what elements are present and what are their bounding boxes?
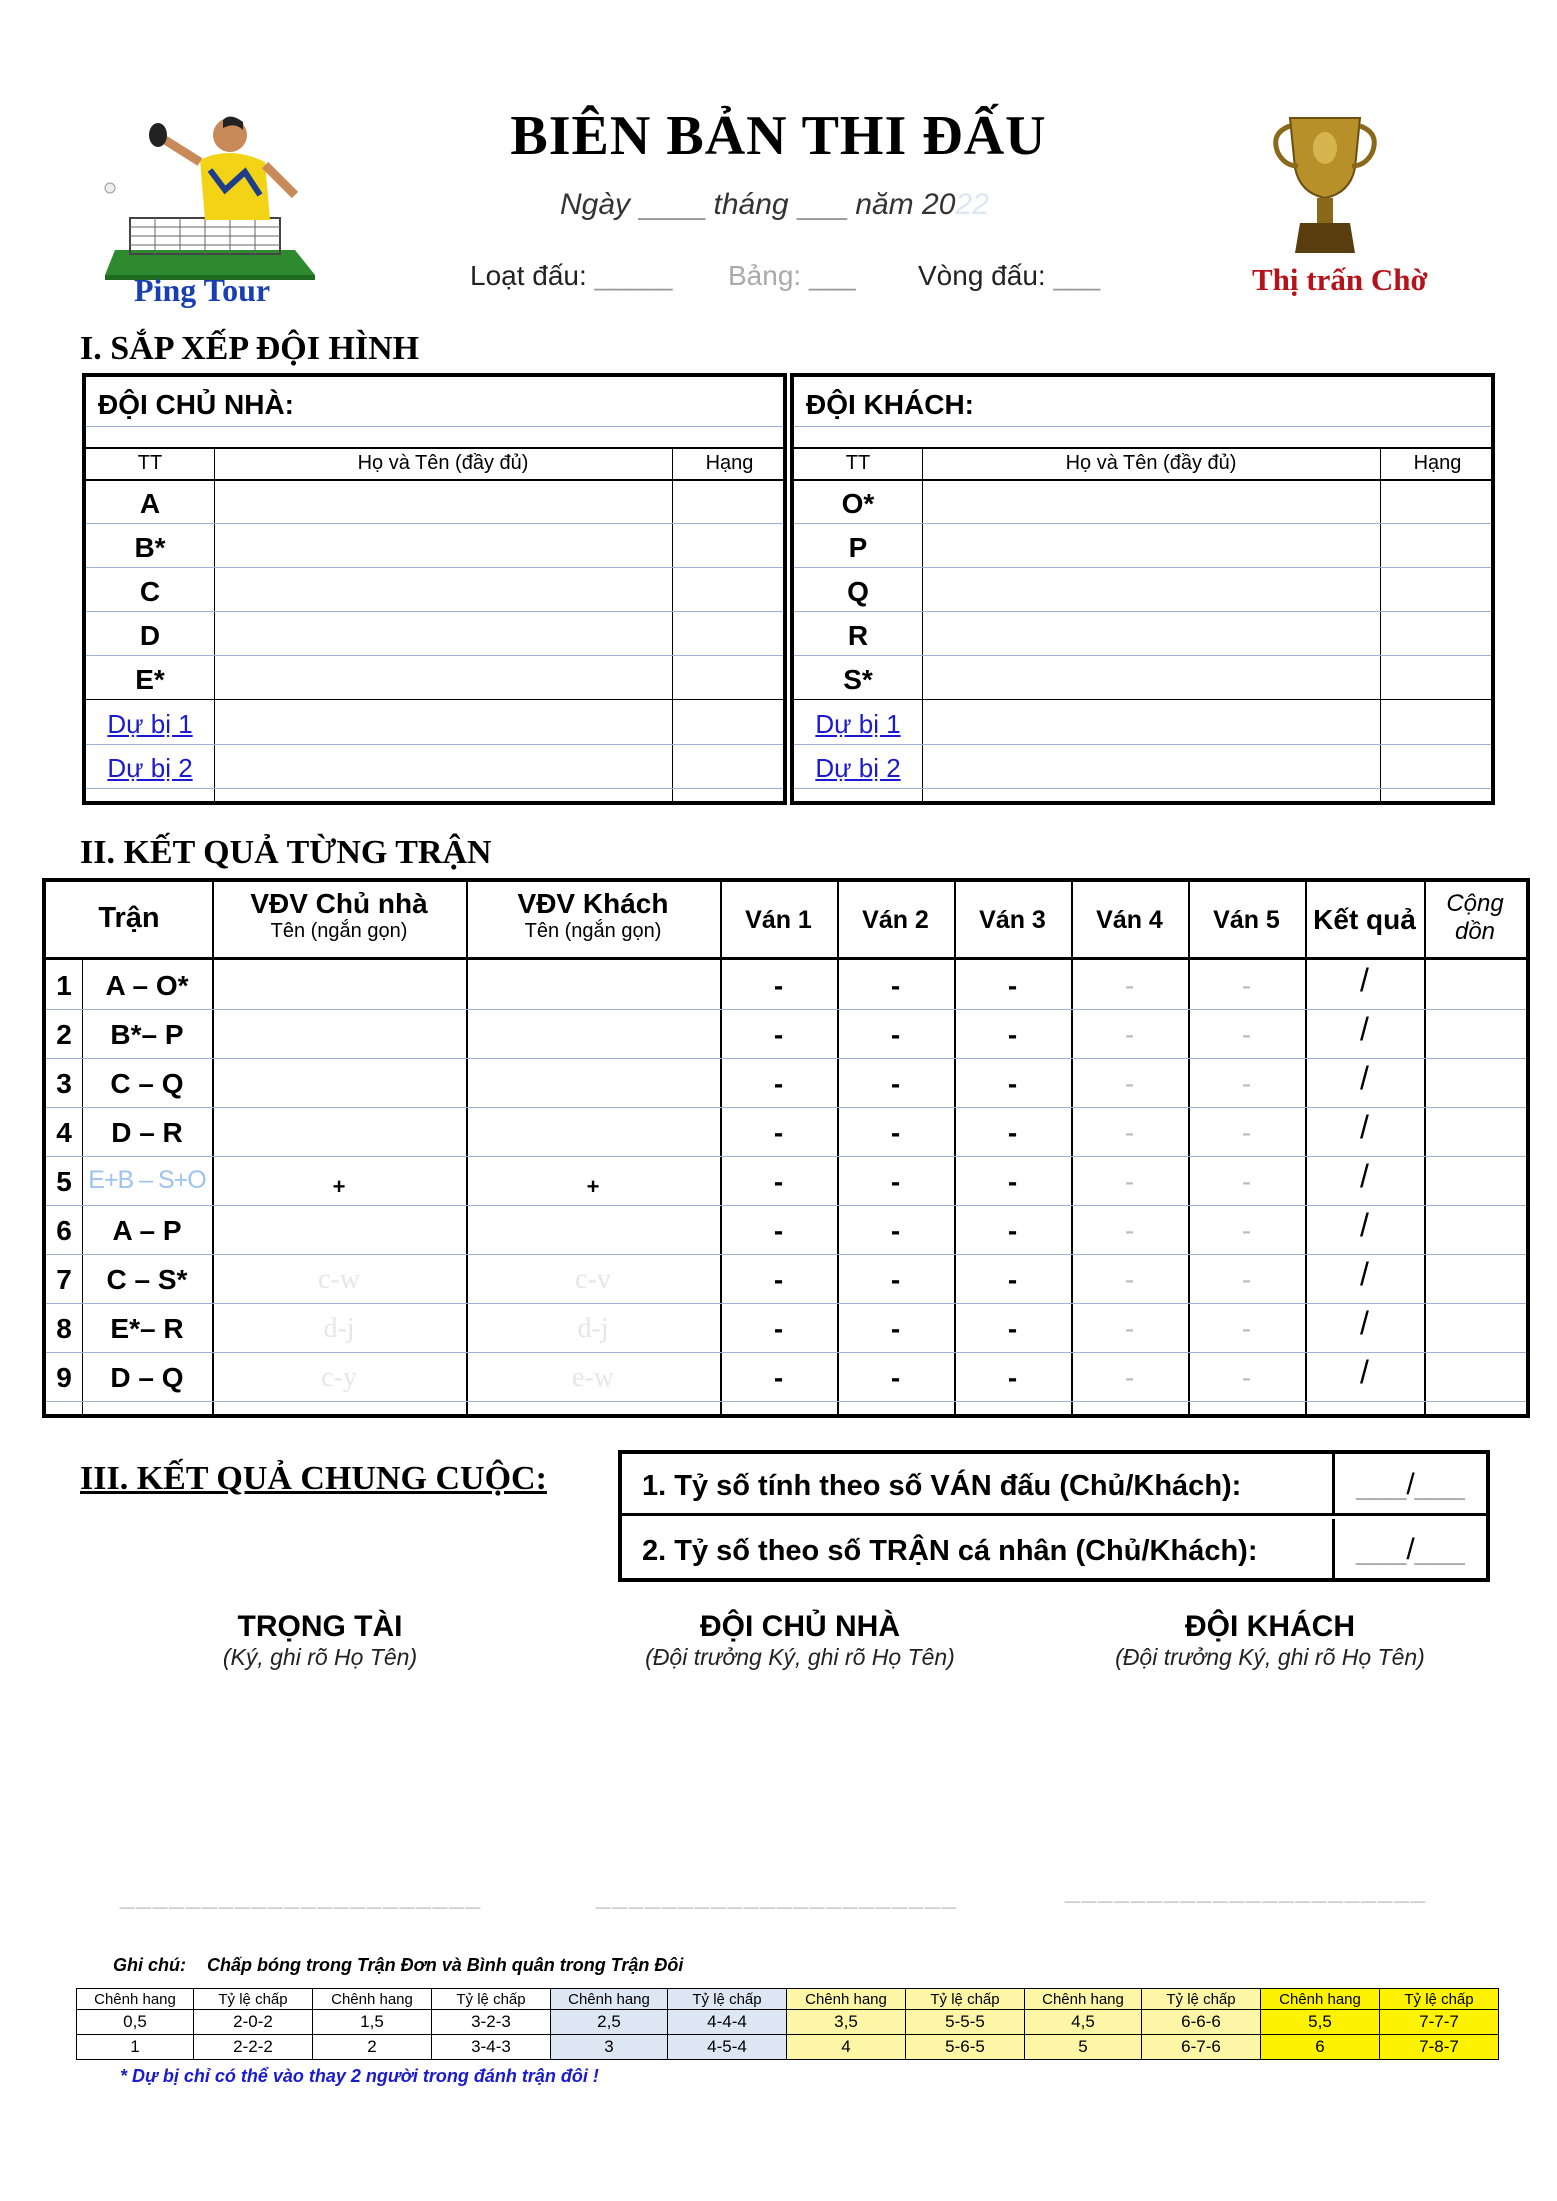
handicap-table xyxy=(76,1988,1499,2060)
handicap-cell: 1,5 xyxy=(313,2010,432,2035)
handicap-cell: 4-4-4 xyxy=(668,2010,787,2035)
match-pair: B*– P xyxy=(110,1019,184,1050)
set-score-cell[interactable]: - xyxy=(890,1215,901,1246)
loat-dau-blank[interactable]: _____ xyxy=(594,260,673,291)
away-row-q[interactable] xyxy=(794,567,1491,612)
date-day-label: Ngày xyxy=(560,188,631,221)
match-number: 3 xyxy=(56,1068,72,1099)
handicap-cell: 5-5-5 xyxy=(906,2010,1025,2035)
final-score-box xyxy=(618,1450,1490,1582)
away-lineup-table xyxy=(790,373,1495,805)
away-row-p[interactable] xyxy=(794,523,1491,568)
col-cumulative xyxy=(1424,882,1526,960)
signature-away-sub: (Đội trưởng Ký, ghi rõ Họ Tên) xyxy=(1115,1644,1425,1670)
vong-dau-field[interactable] xyxy=(918,260,1100,292)
handicap-cell: 3-2-3 xyxy=(432,2010,551,2035)
set-score-cell[interactable]: - xyxy=(1241,1068,1252,1099)
away-col-name: Họ và Tên (đầy đủ) xyxy=(1065,452,1237,474)
date-day-blank[interactable]: ____ xyxy=(638,188,706,221)
col-away-sub: Tên (ngắn gọn) xyxy=(524,920,662,942)
set-score-cell[interactable]: - xyxy=(1007,1019,1018,1050)
set-score-cell[interactable]: - xyxy=(773,1117,784,1148)
set-score-cell[interactable]: - xyxy=(1241,1166,1252,1197)
section1-title: I. SẮP XẾP ĐỘI HÌNH xyxy=(80,330,420,367)
match-number: 9 xyxy=(56,1362,72,1393)
set-score-cell[interactable]: - xyxy=(890,1166,901,1197)
match-number: 1 xyxy=(56,970,72,1001)
handicap-header-row xyxy=(77,1989,1499,2010)
col-set4: Ván 4 xyxy=(1071,882,1188,960)
col-cumulative-line2: dồn xyxy=(1454,918,1496,945)
date-month-label: tháng xyxy=(713,188,789,221)
match-results-table xyxy=(42,878,1530,1418)
home-row-b[interactable] xyxy=(86,523,783,568)
result-cell[interactable]: / xyxy=(1360,1011,1369,1047)
set-score-cell[interactable]: - xyxy=(1241,1117,1252,1148)
handicap-header-cell: Tỷ lệ chấp xyxy=(194,1989,313,2010)
final-row-matches-label: 2. Tỷ số theo số TRẬN cá nhân (Chủ/Khách): xyxy=(642,1535,1258,1567)
match-row[interactable] xyxy=(46,1058,1526,1108)
bang-label: Bảng: xyxy=(728,260,802,291)
ping-tour-label: Ping Tour xyxy=(134,272,271,308)
signature-home xyxy=(600,1610,1000,1671)
set-score-cell[interactable]: - xyxy=(1241,1019,1252,1050)
away-team-label: ĐỘI KHÁCH: xyxy=(794,377,1491,427)
handicap-cell: 6 xyxy=(1261,2035,1380,2060)
handicap-header-cell: Chênh hang xyxy=(77,1989,194,2010)
match-pair: E*– R xyxy=(110,1313,184,1344)
set-score-cell[interactable]: - xyxy=(773,1264,784,1295)
set-score-cell[interactable]: - xyxy=(1241,1362,1252,1393)
signature-away-title: ĐỘI KHÁCH xyxy=(1185,1610,1355,1643)
handicap-row xyxy=(77,2035,1499,2060)
handicap-header-cell: Tỷ lệ chấp xyxy=(906,1989,1025,2010)
set-score-cell[interactable]: - xyxy=(773,1019,784,1050)
set-score-cell[interactable]: - xyxy=(1007,1313,1018,1344)
set-score-cell[interactable]: - xyxy=(1124,1166,1135,1197)
home-row-d[interactable] xyxy=(86,611,783,656)
home-code: E* xyxy=(135,664,165,695)
signature-referee-sub: (Ký, ghi rõ Họ Tên) xyxy=(222,1644,418,1670)
final-matches-score[interactable]: ___/___ xyxy=(1332,1519,1486,1581)
handicap-header-cell: Tỷ lệ chấp xyxy=(1380,1989,1499,2010)
date-line xyxy=(560,188,989,222)
set-score-cell[interactable]: - xyxy=(1124,1117,1135,1148)
handicap-header-cell: Chênh hang xyxy=(1025,1989,1142,2010)
col-set3: Ván 3 xyxy=(954,882,1071,960)
set-score-cell[interactable]: - xyxy=(890,1313,901,1344)
signature-line-away[interactable]: ______________________ xyxy=(1065,1874,1428,1904)
match-row[interactable] xyxy=(46,1205,1526,1255)
col-away-title: VĐV Khách xyxy=(517,888,669,919)
away-code: S* xyxy=(843,664,873,695)
note-footnote: * Dự bị chỉ có thể vào thay 2 người trong đánh trận đôi ! xyxy=(120,2066,599,2086)
loat-dau-label: Loạt đấu: xyxy=(470,260,587,291)
home-lineup-table xyxy=(82,373,787,805)
set-score-cell[interactable]: - xyxy=(773,1362,784,1393)
handicap-cell: 3-4-3 xyxy=(432,2035,551,2060)
handicap-cell: 4-5-4 xyxy=(668,2035,787,2060)
handicap-header-cell: Chênh hang xyxy=(787,1989,906,2010)
away-col-rank: Hạng xyxy=(1413,452,1462,474)
handicap-cell: 4,5 xyxy=(1025,2010,1142,2035)
home-col-tt: TT xyxy=(137,452,163,474)
away-player-cell[interactable]: e-w xyxy=(572,1362,614,1393)
handicap-cell: 3,5 xyxy=(787,2010,906,2035)
signature-home-sub: (Đội trưởng Ký, ghi rõ Họ Tên) xyxy=(645,1644,955,1670)
set-score-cell[interactable]: - xyxy=(890,1019,901,1050)
col-result: Kết quả xyxy=(1305,882,1424,960)
col-home-player xyxy=(212,882,466,960)
home-sub-label: Dự bị 1 xyxy=(107,709,193,739)
note-header xyxy=(113,1955,683,1976)
set-score-cell[interactable]: - xyxy=(1007,1215,1018,1246)
home-row-sub2[interactable] xyxy=(86,744,783,789)
result-cell[interactable]: / xyxy=(1360,962,1369,998)
away-row-r[interactable] xyxy=(794,611,1491,656)
col-set2: Ván 2 xyxy=(837,882,954,960)
set-score-cell[interactable]: - xyxy=(1241,1313,1252,1344)
set-score-cell[interactable]: - xyxy=(1124,1362,1135,1393)
handicap-cell: 2,5 xyxy=(551,2010,668,2035)
away-player-cell[interactable]: + xyxy=(586,1174,600,1199)
match-row[interactable] xyxy=(46,1303,1526,1353)
set-score-cell[interactable]: - xyxy=(890,1264,901,1295)
set-score-cell[interactable]: - xyxy=(773,1215,784,1246)
result-cell[interactable]: / xyxy=(1360,1158,1369,1194)
home-col-rank: Hạng xyxy=(705,452,754,474)
thi-tran-cho-label: Thị trấn Chờ xyxy=(1252,262,1428,297)
handicap-header-cell: Tỷ lệ chấp xyxy=(432,1989,551,2010)
result-cell[interactable]: / xyxy=(1360,1305,1369,1341)
away-code: O* xyxy=(841,488,875,519)
handicap-cell: 1 xyxy=(77,2035,194,2060)
set-score-cell[interactable]: - xyxy=(773,1313,784,1344)
match-row[interactable] xyxy=(46,1254,1526,1304)
set-score-cell[interactable]: - xyxy=(890,1068,901,1099)
page-title: BIÊN BẢN THI ĐẤU xyxy=(510,105,1047,167)
set-score-cell[interactable]: - xyxy=(773,1166,784,1197)
signature-referee-title: TRỌNG TÀI xyxy=(237,1610,403,1643)
away-code: R xyxy=(847,620,869,651)
set-score-cell[interactable]: - xyxy=(1007,1166,1018,1197)
away-row-sub2[interactable] xyxy=(794,744,1491,789)
set-score-cell[interactable]: - xyxy=(773,970,784,1001)
date-year-suffix[interactable]: 22 xyxy=(955,188,989,221)
home-row-e[interactable] xyxy=(86,655,783,700)
set-score-cell[interactable]: - xyxy=(1241,1215,1252,1246)
col-match: Trận xyxy=(46,882,212,960)
signature-away xyxy=(1070,1610,1470,1671)
set-score-cell[interactable]: - xyxy=(1007,1068,1018,1099)
handicap-row xyxy=(77,2010,1499,2035)
handicap-header-cell: Chênh hang xyxy=(1261,1989,1380,2010)
away-col-tt: TT xyxy=(845,452,871,474)
handicap-cell: 2-2-2 xyxy=(194,2035,313,2060)
set-score-cell[interactable]: - xyxy=(890,970,901,1001)
match-pair: D – R xyxy=(111,1117,183,1148)
match-row[interactable] xyxy=(46,1352,1526,1402)
match-row[interactable] xyxy=(46,1156,1526,1206)
set-score-cell[interactable]: - xyxy=(1007,970,1018,1001)
bang-field[interactable] xyxy=(728,260,856,292)
home-row-c[interactable] xyxy=(86,567,783,612)
handicap-cell: 7-7-7 xyxy=(1380,2010,1499,2035)
trophy-icon xyxy=(1270,108,1380,268)
col-set1: Ván 1 xyxy=(720,882,837,960)
away-code: Q xyxy=(847,576,869,607)
set-score-cell[interactable]: - xyxy=(1124,1019,1135,1050)
match-pair: D – Q xyxy=(110,1362,184,1393)
handicap-cell: 7-8-7 xyxy=(1380,2035,1499,2060)
final-sets-score[interactable]: ___/___ xyxy=(1332,1454,1486,1516)
away-sub-label: Dự bị 1 xyxy=(815,709,901,739)
date-year-label: năm 20 xyxy=(855,188,956,221)
away-row-o[interactable] xyxy=(794,479,1491,524)
handicap-cell: 2 xyxy=(313,2035,432,2060)
home-player-cell[interactable]: d-j xyxy=(323,1313,355,1344)
set-score-cell[interactable]: - xyxy=(890,1362,901,1393)
loat-dau-field[interactable] xyxy=(470,260,672,292)
handicap-header-cell: Chênh hang xyxy=(551,1989,668,2010)
match-number: 4 xyxy=(56,1117,72,1148)
match-number: 7 xyxy=(56,1264,72,1295)
set-score-cell[interactable]: - xyxy=(1007,1117,1018,1148)
bang-blank[interactable]: ___ xyxy=(808,260,856,291)
set-score-cell[interactable]: - xyxy=(1124,1313,1135,1344)
home-team-label: ĐỘI CHỦ NHÀ: xyxy=(86,377,783,427)
match-row[interactable] xyxy=(46,1009,1526,1059)
handicap-cell: 6-6-6 xyxy=(1142,2010,1261,2035)
away-column-header xyxy=(794,447,1491,481)
col-home-sub: Tên (ngắn gọn) xyxy=(270,920,408,942)
vong-dau-label: Vòng đấu: xyxy=(918,260,1046,291)
match-pair: E+B – S+O xyxy=(88,1166,206,1194)
home-code: B* xyxy=(134,532,166,563)
handicap-cell: 3 xyxy=(551,2035,668,2060)
handicap-header-cell: Tỷ lệ chấp xyxy=(668,1989,787,2010)
result-cell[interactable]: / xyxy=(1360,1256,1369,1292)
handicap-cell: 5-6-5 xyxy=(906,2035,1025,2060)
away-player-cell[interactable]: d-j xyxy=(577,1313,609,1344)
away-player-cell[interactable]: c-v xyxy=(575,1264,611,1295)
match-row[interactable] xyxy=(46,960,1526,1010)
vong-dau-blank[interactable]: ___ xyxy=(1053,260,1101,291)
date-month-blank[interactable]: ___ xyxy=(796,188,847,221)
away-code: P xyxy=(848,532,868,563)
handicap-header-cell: Tỷ lệ chấp xyxy=(1142,1989,1261,2010)
match-number: 2 xyxy=(56,1019,72,1050)
final-row-sets-label: 1. Tỷ số tính theo số VÁN đấu (Chủ/Khách): xyxy=(642,1470,1242,1502)
handicap-cell: 0,5 xyxy=(77,2010,194,2035)
home-row-a[interactable] xyxy=(86,479,783,524)
col-away-player xyxy=(466,882,720,960)
home-col-name: Họ và Tên (đầy đủ) xyxy=(357,452,529,474)
home-player-cell[interactable]: + xyxy=(332,1174,346,1199)
section2-title: II. KẾT QUẢ TỪNG TRẬN xyxy=(80,834,492,871)
match-number: 8 xyxy=(56,1313,72,1344)
home-code: A xyxy=(139,488,161,519)
signature-line-referee[interactable]: ______________________ xyxy=(120,1880,483,1910)
match-row[interactable] xyxy=(46,1107,1526,1157)
set-score-cell[interactable]: - xyxy=(1124,1264,1135,1295)
signature-home-title: ĐỘI CHỦ NHÀ xyxy=(700,1610,900,1643)
handicap-header-cell: Chênh hang xyxy=(313,1989,432,2010)
set-score-cell[interactable]: - xyxy=(1007,1264,1018,1295)
col-home-title: VĐV Chủ nhà xyxy=(250,888,428,919)
home-row-sub1[interactable] xyxy=(86,700,783,745)
match-pair: A – P xyxy=(112,1215,182,1246)
handicap-cell: 5,5 xyxy=(1261,2010,1380,2035)
home-player-cell[interactable]: c-w xyxy=(318,1264,360,1295)
set-score-cell[interactable]: - xyxy=(890,1117,901,1148)
result-cell[interactable]: / xyxy=(1360,1207,1369,1243)
home-sub-label: Dự bị 2 xyxy=(107,753,193,783)
set-score-cell[interactable]: - xyxy=(1241,970,1252,1001)
set-score-cell[interactable]: - xyxy=(1124,1215,1135,1246)
match-pair: A – O* xyxy=(105,970,189,1001)
away-sub-label: Dự bị 2 xyxy=(815,753,901,783)
handicap-cell: 4 xyxy=(787,2035,906,2060)
match-number: 5 xyxy=(56,1166,72,1197)
match-pair: C – Q xyxy=(110,1068,184,1099)
signature-referee xyxy=(170,1610,470,1671)
set-score-cell[interactable]: - xyxy=(1124,1068,1135,1099)
match-number: 6 xyxy=(56,1215,72,1246)
set-score-cell[interactable]: - xyxy=(1007,1362,1018,1393)
handicap-cell: 2-0-2 xyxy=(194,2010,313,2035)
result-cell[interactable]: / xyxy=(1360,1109,1369,1145)
set-score-cell[interactable]: - xyxy=(1241,1264,1252,1295)
handicap-cell: 5 xyxy=(1025,2035,1142,2060)
col-set5: Ván 5 xyxy=(1188,882,1305,960)
home-code: C xyxy=(139,576,161,607)
signature-line-home[interactable]: ______________________ xyxy=(596,1880,959,1910)
section3-title: III. KẾT QUẢ CHUNG CUỘC: xyxy=(80,1460,547,1497)
set-score-cell[interactable]: - xyxy=(1124,970,1135,1001)
note-label: Ghi chú: xyxy=(113,1955,186,1975)
home-column-header xyxy=(86,447,783,481)
result-cell[interactable]: / xyxy=(1360,1354,1369,1390)
home-player-cell[interactable]: c-y xyxy=(321,1362,357,1393)
note-text: Chấp bóng trong Trận Đơn và Bình quân trong Trận Đôi xyxy=(207,1955,684,1975)
col-cumulative-line1: Cộng xyxy=(1446,890,1504,917)
home-code: D xyxy=(139,620,161,651)
set-score-cell[interactable]: - xyxy=(773,1068,784,1099)
handicap-cell: 6-7-6 xyxy=(1142,2035,1261,2060)
away-row-s[interactable] xyxy=(794,655,1491,700)
away-row-sub1[interactable] xyxy=(794,700,1491,745)
result-cell[interactable]: / xyxy=(1360,1060,1369,1096)
match-pair: C – S* xyxy=(106,1264,188,1295)
